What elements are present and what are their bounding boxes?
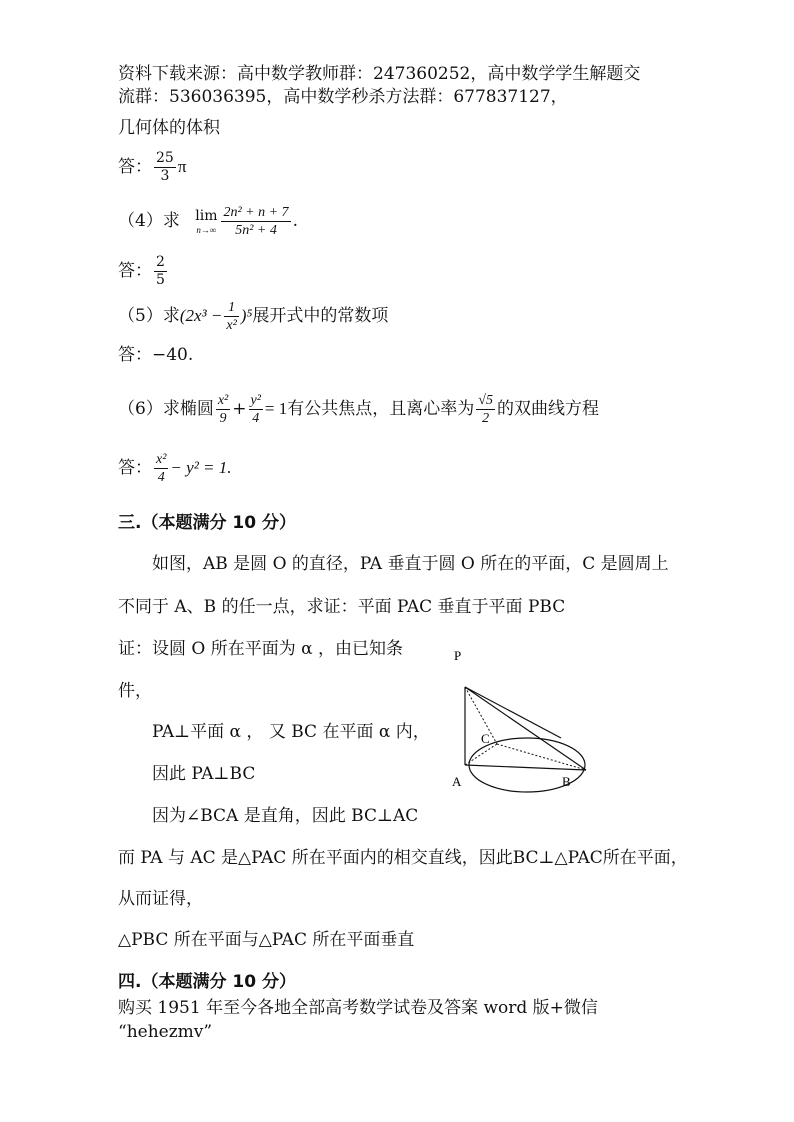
proof-line-6: 而 PA 与 AC 是△PAC 所在平面内的相交直线，因此BC⊥△PAC所在平面，: [118, 848, 688, 868]
pi-symbol: π: [177, 157, 187, 176]
question-6: （6）求椭圆 $\frac{\text{x²}}{9}$ + $\frac{\text{y²}}{4}$ = 1有公共焦点，且离心率为 $\frac{√5}{2}$ 的双曲线方程: [118, 393, 599, 426]
answer-4: 答： $\frac{2}{5}$: [118, 254, 165, 288]
answer-3-fraction: $\frac{25}{3}$: [156, 150, 174, 184]
label-a: A: [452, 774, 462, 789]
footer-line-2: “hehezmv”: [118, 1022, 213, 1042]
geometry-figure: [440, 640, 590, 800]
header-line-1: 资料下载来源：高中数学教师群：247360252，高中数学学生解题交: [118, 64, 641, 84]
header-line-2: 流群：536036395，高中数学秒杀方法群：677837127，: [118, 87, 568, 107]
proof-line-5: 因为∠BCA 是直角，因此 BC⊥AC: [152, 806, 419, 826]
answer-3: [118, 147, 186, 187]
proof-line-3: PA⊥平面 α ， 又 BC 在平面 α 内，: [152, 722, 430, 742]
proof-line-8: △PBC 所在平面与△PAC 所在平面垂直: [118, 930, 415, 950]
section-3-heading: 三.（本题满分 10 分）: [118, 513, 296, 533]
q5-fraction: $\frac{1}{\text{x²}}$: [226, 300, 237, 333]
segment-pb: [465, 687, 586, 770]
footer-line-1: 购买 1951 年至今各地全部高考数学试卷及答案 word 版+微信: [118, 998, 598, 1018]
volume-tail-text: 几何体的体积: [118, 118, 220, 138]
proof-line-4: 因此 PA⊥BC: [152, 764, 256, 784]
answer-6-fraction: $\frac{\text{x²}}{4}$: [156, 452, 167, 485]
label-b: B: [562, 774, 571, 789]
proof-line-7: 从而证得，: [118, 889, 203, 909]
section-4-heading: 四.（本题满分 10 分）: [118, 972, 296, 992]
segment-ab: [465, 765, 586, 770]
label-c: C: [481, 731, 490, 746]
limit-operator: lim n→∞: [195, 208, 218, 235]
proof-line-1: 证：设圆 O 所在平面为 α ，由已知条: [118, 639, 404, 659]
q4-fraction: $\frac{\text{2n² + n + 7}}{\text{5n² + 4}}$: [223, 205, 289, 238]
question-4: （4）求 lim n→∞ $\frac{\text{2n² + n + 7}}{\text{5n² + 4}}$ .: [118, 205, 298, 238]
q6-fraction-y: $\frac{\text{y²}}{4}$: [250, 393, 261, 426]
q4-label: （4）求: [118, 211, 180, 231]
question-5: （5）求(2x³ − $\frac{1}{\text{x²}}$ )⁵展开式中的常数项: [118, 300, 389, 333]
q6-eccentricity: $\frac{√5}{2}$: [478, 393, 493, 426]
problem-text-line-1: 如图，AB 是圆 O 的直径，PA 垂直于圆 O 所在的平面，C 是圆周上: [152, 554, 669, 574]
segment-ac: [465, 744, 497, 765]
q6-fraction-x: $\frac{\text{x²}}{9}$: [217, 393, 229, 426]
label-p: P: [454, 648, 462, 663]
answer-5: 答：−40.: [118, 345, 194, 365]
problem-text-line-2: 不同于 A、B 的任一点，求证：平面 PAC 垂直于平面 PBC: [118, 597, 566, 617]
proof-line-2: 件，: [118, 681, 152, 701]
answer-4-fraction: $\frac{2}{5}$: [156, 254, 165, 288]
answer-label: 答：: [118, 157, 152, 177]
answer-6: 答： $\frac{\text{x²}}{4}$ − y² = 1.: [118, 452, 232, 485]
